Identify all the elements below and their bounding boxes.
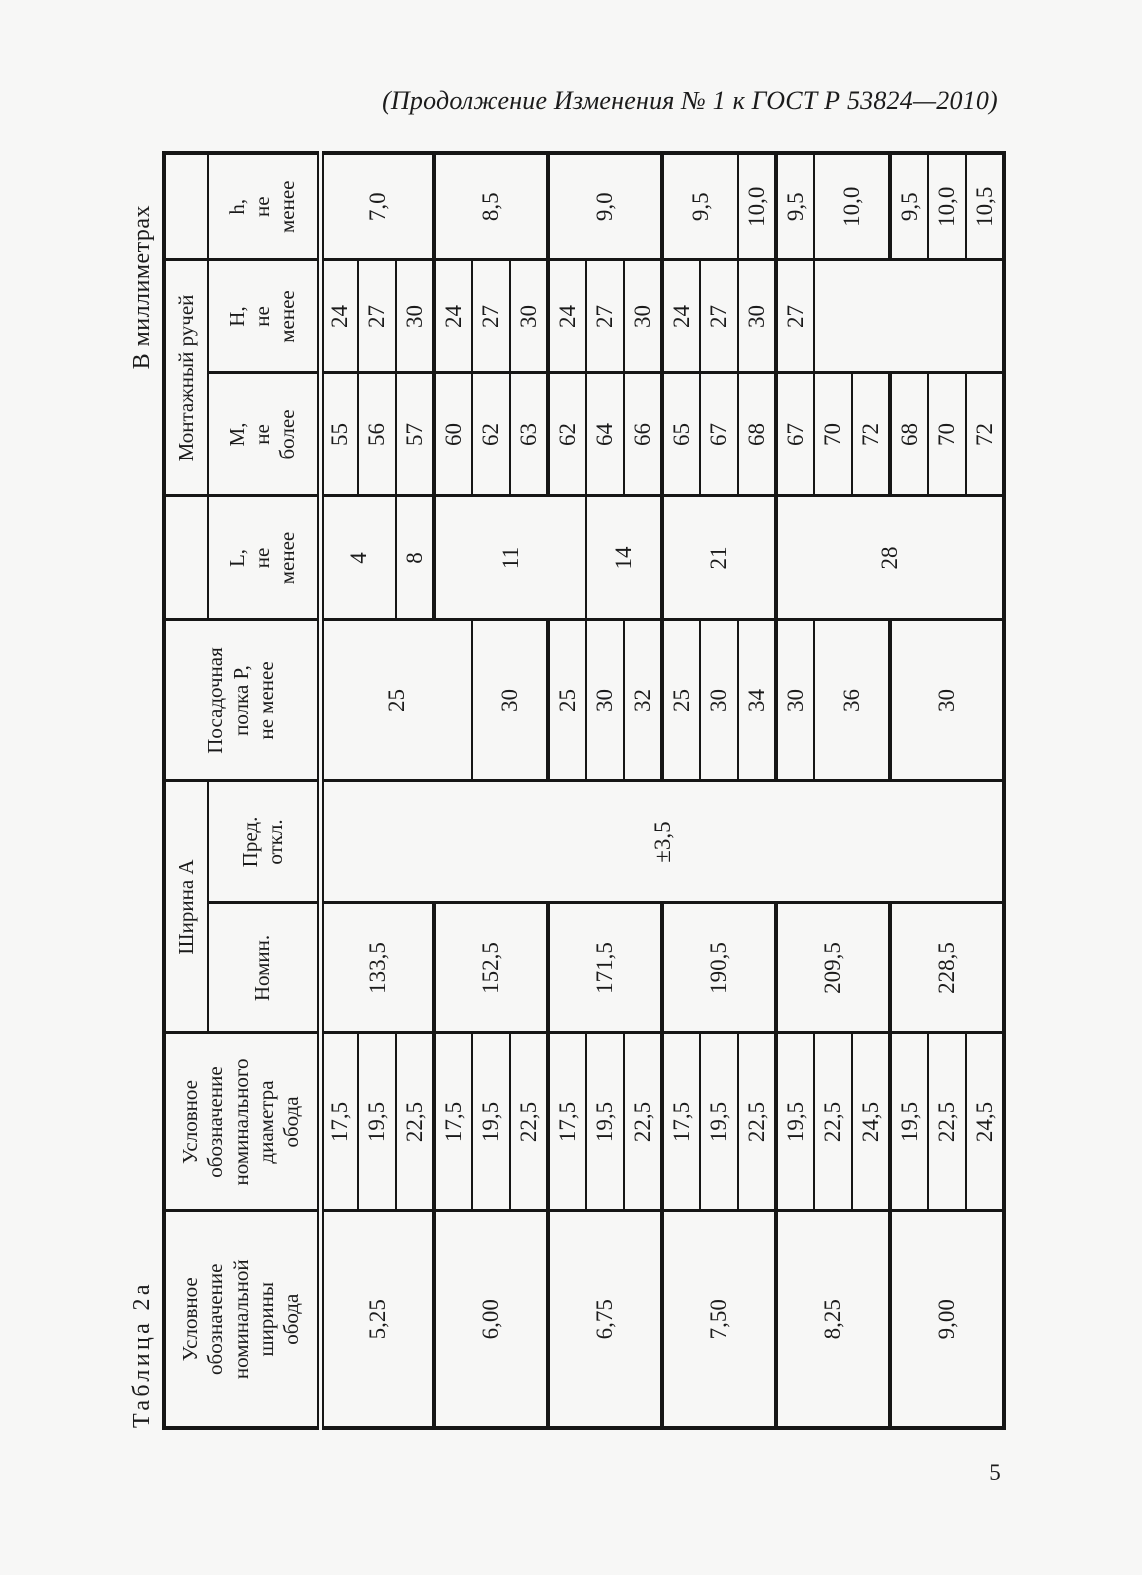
cell-m: 68: [738, 373, 776, 496]
cell-nominal: 209,5: [776, 903, 890, 1033]
cell-h: 10,0: [814, 153, 890, 260]
cell-p: 30: [776, 620, 814, 781]
cell-diameter: 22,5: [814, 1033, 852, 1211]
cell-m: 70: [814, 373, 852, 496]
cell-p: 25: [320, 620, 472, 781]
cell-diameter: 19,5: [776, 1033, 814, 1211]
cell-p: 36: [814, 620, 890, 781]
header-nominal: Номин.: [208, 903, 320, 1033]
cell-m: 57: [396, 373, 434, 496]
header-mount-groove-group: Монтажный ручей: [164, 260, 208, 496]
cell-h-big: 24: [548, 260, 586, 373]
cell-m: 62: [548, 373, 586, 496]
cell-deviation: ±3,5: [320, 781, 1004, 903]
cell-p: 30: [472, 620, 548, 781]
cell-diameter: 22,5: [928, 1033, 966, 1211]
cell-p: 30: [890, 620, 1004, 781]
cell-m: 66: [624, 373, 662, 496]
cell-p: 32: [624, 620, 662, 781]
table-label: Таблица 2а: [129, 1281, 155, 1428]
cell-nominal: 152,5: [434, 903, 548, 1033]
cell-h-big: 24: [434, 260, 472, 373]
cell-diameter: 22,5: [624, 1033, 662, 1211]
cell-h: 9,0: [548, 153, 662, 260]
header-l-spacer: [164, 496, 208, 620]
cell-p: 25: [548, 620, 586, 781]
cell-m: 56: [358, 373, 396, 496]
cell-l: 4: [320, 496, 396, 620]
cell-l: 8: [396, 496, 434, 620]
cell-m: 67: [700, 373, 738, 496]
cell-diameter: 19,5: [890, 1033, 928, 1211]
header-nominal-width: Условное обозначение номинальной ширины обода: [164, 1211, 320, 1428]
cell-h-big: 30: [738, 260, 776, 373]
cell-nominal: 228,5: [890, 903, 1004, 1033]
cell-diameter: 24,5: [852, 1033, 890, 1211]
cell-m: 60: [434, 373, 472, 496]
header-l: L, не менее: [208, 496, 320, 620]
cell-width: 5,25: [320, 1211, 434, 1428]
cell-h-big: 27: [700, 260, 738, 373]
cell-m: 65: [662, 373, 700, 496]
cell-p: 30: [586, 620, 624, 781]
cell-nominal: 190,5: [662, 903, 776, 1033]
cell-l: 14: [586, 496, 662, 620]
header-h-spacer: [164, 153, 208, 260]
cell-h: 10,0: [928, 153, 966, 260]
cell-width: 6,75: [548, 1211, 662, 1428]
cell-diameter: 17,5: [434, 1033, 472, 1211]
cell-h: 8,5: [434, 153, 548, 260]
cell-h: 9,5: [662, 153, 738, 260]
cell-m: 68: [890, 373, 928, 496]
cell-h-big: 27: [776, 260, 814, 373]
cell-h-big: [814, 260, 1004, 373]
header-deviation: Пред. откл.: [208, 781, 320, 903]
cell-h-big: 27: [586, 260, 624, 373]
cell-p: 30: [700, 620, 738, 781]
cell-nominal: 171,5: [548, 903, 662, 1033]
cell-h-big: 27: [358, 260, 396, 373]
cell-diameter: 22,5: [738, 1033, 776, 1211]
cell-diameter: 19,5: [586, 1033, 624, 1211]
table-row: [320, 153, 358, 1428]
cell-diameter: 19,5: [700, 1033, 738, 1211]
cell-h: 7,0: [320, 153, 434, 260]
cell-diameter: 17,5: [320, 1033, 358, 1211]
cell-h: 10,0: [738, 153, 776, 260]
cell-width: 6,00: [434, 1211, 548, 1428]
cell-p: 34: [738, 620, 776, 781]
units-label: В миллиметрах: [129, 205, 155, 370]
cell-nominal: 133,5: [320, 903, 434, 1033]
cell-p: 25: [662, 620, 700, 781]
table-caption-row: [116, 155, 162, 1430]
cell-l: 28: [776, 496, 1004, 620]
cell-m: 63: [510, 373, 548, 496]
cell-m: 70: [928, 373, 966, 496]
cell-h-big: 30: [396, 260, 434, 373]
header-width-a-group: Ширина А: [164, 781, 208, 1033]
cell-diameter: 22,5: [510, 1033, 548, 1211]
cell-h-big: 30: [624, 260, 662, 373]
cell-diameter: 17,5: [662, 1033, 700, 1211]
cell-m: 62: [472, 373, 510, 496]
cell-diameter: 17,5: [548, 1033, 586, 1211]
header-nominal-diameter: Условное обозначение номинального диаметра обода: [164, 1033, 320, 1211]
rim-dimensions-table: [162, 151, 1006, 1430]
cell-h-big: 30: [510, 260, 548, 373]
cell-l: 11: [434, 496, 586, 620]
cell-l: 21: [662, 496, 776, 620]
header-seat-shelf: Посадочная полка Р, не менее: [164, 620, 320, 781]
cell-m: 72: [966, 373, 1004, 496]
header-m: М, не более: [208, 373, 320, 496]
cell-m: 67: [776, 373, 814, 496]
cell-width: 7,50: [662, 1211, 776, 1428]
cell-h-big: 24: [662, 260, 700, 373]
header-h-small: h, не менее: [208, 153, 320, 260]
cell-h: 9,5: [776, 153, 814, 260]
page-number: 5: [989, 1460, 1001, 1485]
cell-h: 9,5: [890, 153, 928, 260]
rotated-table-block: [116, 155, 1010, 1430]
cell-diameter: 24,5: [966, 1033, 1004, 1211]
cell-m: 72: [852, 373, 890, 496]
cell-h: 10,5: [966, 153, 1004, 260]
cell-m: 55: [320, 373, 358, 496]
cell-diameter: 22,5: [396, 1033, 434, 1211]
cell-h-big: 24: [320, 260, 358, 373]
document-title: (Продолжение Изменения № 1 к ГОСТ Р 53824—2010): [382, 86, 998, 115]
header-h-big: Н, не менее: [208, 260, 320, 373]
cell-width: 8,25: [776, 1211, 890, 1428]
cell-m: 64: [586, 373, 624, 496]
cell-diameter: 19,5: [472, 1033, 510, 1211]
cell-h-big: 27: [472, 260, 510, 373]
cell-diameter: 19,5: [358, 1033, 396, 1211]
cell-width: 9,00: [890, 1211, 1004, 1428]
